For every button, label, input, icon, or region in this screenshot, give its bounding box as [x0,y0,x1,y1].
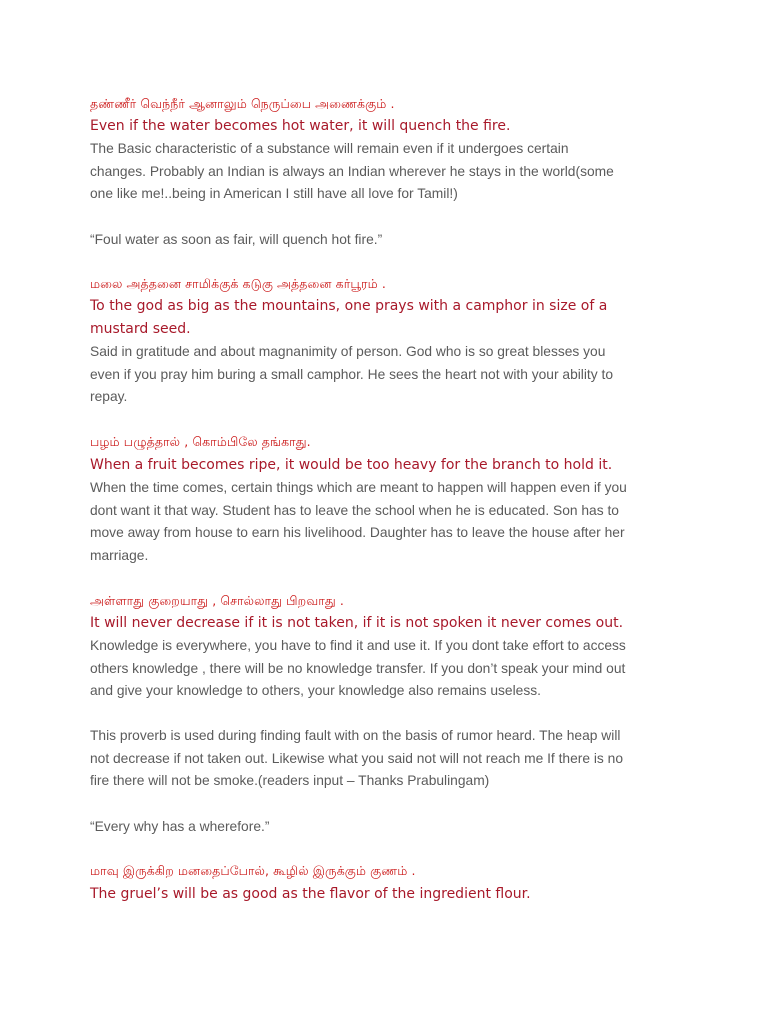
explanation-line: and give your knowledge to others, your knowledge also remains useless. [90,683,541,698]
explanation-line: one like me!..being in American I still have all love for Tamil!) [90,186,458,201]
equivalent-line: “Foul water as soon as fair, will quench hot fire.” [90,232,383,247]
explanation-1 [90,138,690,206]
explanation-line: not decrease if not taken out. Likewise what you said not will not reach me If there is no [90,750,624,766]
explanation-line: marriage. [90,547,149,563]
english-translation-5 [90,883,690,906]
equivalent-line: “Every why has a wherefore.” [90,819,270,834]
explanation-line: dont want it that way. Student has to leave the school when he is educated. Son has to [90,502,619,518]
english-line: The gruel’s will be as good as the flavor of the ingredient flour. [90,886,531,902]
english-line: mustard seed. [90,321,191,337]
english-translation-2 [90,295,690,341]
english-translation-4 [90,612,690,635]
explanation-3 [90,477,690,567]
english-line: Even if the water becomes hot water, it will quench the fire. [90,118,511,134]
tamil-proverb-2: மலை அத்தனை சாமிக்குக் கடுகு அத்தனை கர்பூரம் . [90,276,386,291]
explanation-4b [90,725,690,793]
english-line: When a fruit becomes ripe, it would be too heavy for the branch to hold it. [90,457,613,473]
tamil-proverb-3: பழம் பழுத்தால் , கொம்பிலே தங்காது. [90,434,311,449]
explanation-line: fire there will not be smoke.(readers input – Thanks Prabulingam) [90,773,490,788]
explanation-line: changes. Probably an Indian is always an Indian wherever he stays in the world(some [90,163,614,179]
explanation-line: This proverb is used during finding fault with on the basis of rumor heard. The heap will [90,728,621,743]
english-translation-3 [90,454,690,477]
english-translation-1 [90,115,690,138]
explanation-line: repay. [90,389,128,404]
explanation-line: move away from house to earn his livelihood. Daughter has to leave the house after her [90,525,625,540]
equivalent-proverb-1 [90,229,690,252]
tamil-proverb-1: தண்ணீர் வெந்நீர் ஆனாலும் நெருப்பை அணைக்கும் . [90,96,395,111]
tamil-proverb-4: அள்ளாது குறையாது , சொல்லாது பிறவாது . [90,593,344,608]
explanation-line: The Basic characteristic of a substance will remain even if it undergoes certain [90,141,569,156]
tamil-proverb-5: மாவு இருக்கிற மனதைப்போல், கூழில் இருக்கும் குணம் . [90,863,416,878]
explanation-line: Knowledge is everywhere, you have to find it and use it. If you dont take effort to access [90,638,626,653]
equivalent-proverb-4 [90,816,690,839]
explanation-line: When the time comes, certain things which are meant to happen will happen even if you [90,480,627,495]
english-line: It will never decrease if it is not taken, if it is not spoken it never comes out. [90,615,624,631]
english-line: To the god as big as the mountains, one prays with a camphor in size of a [90,298,608,314]
explanation-line: others knowledge , there will be no knowledge transfer. If you don’t speak your mind out [90,660,626,676]
explanation-4 [90,635,690,703]
explanation-2 [90,341,690,409]
explanation-line: Said in gratitude and about magnanimity of person. God who is so great blesses you [90,344,606,359]
explanation-line: even if you pray him buring a small camphor. He sees the heart not with your ability to [90,366,614,382]
